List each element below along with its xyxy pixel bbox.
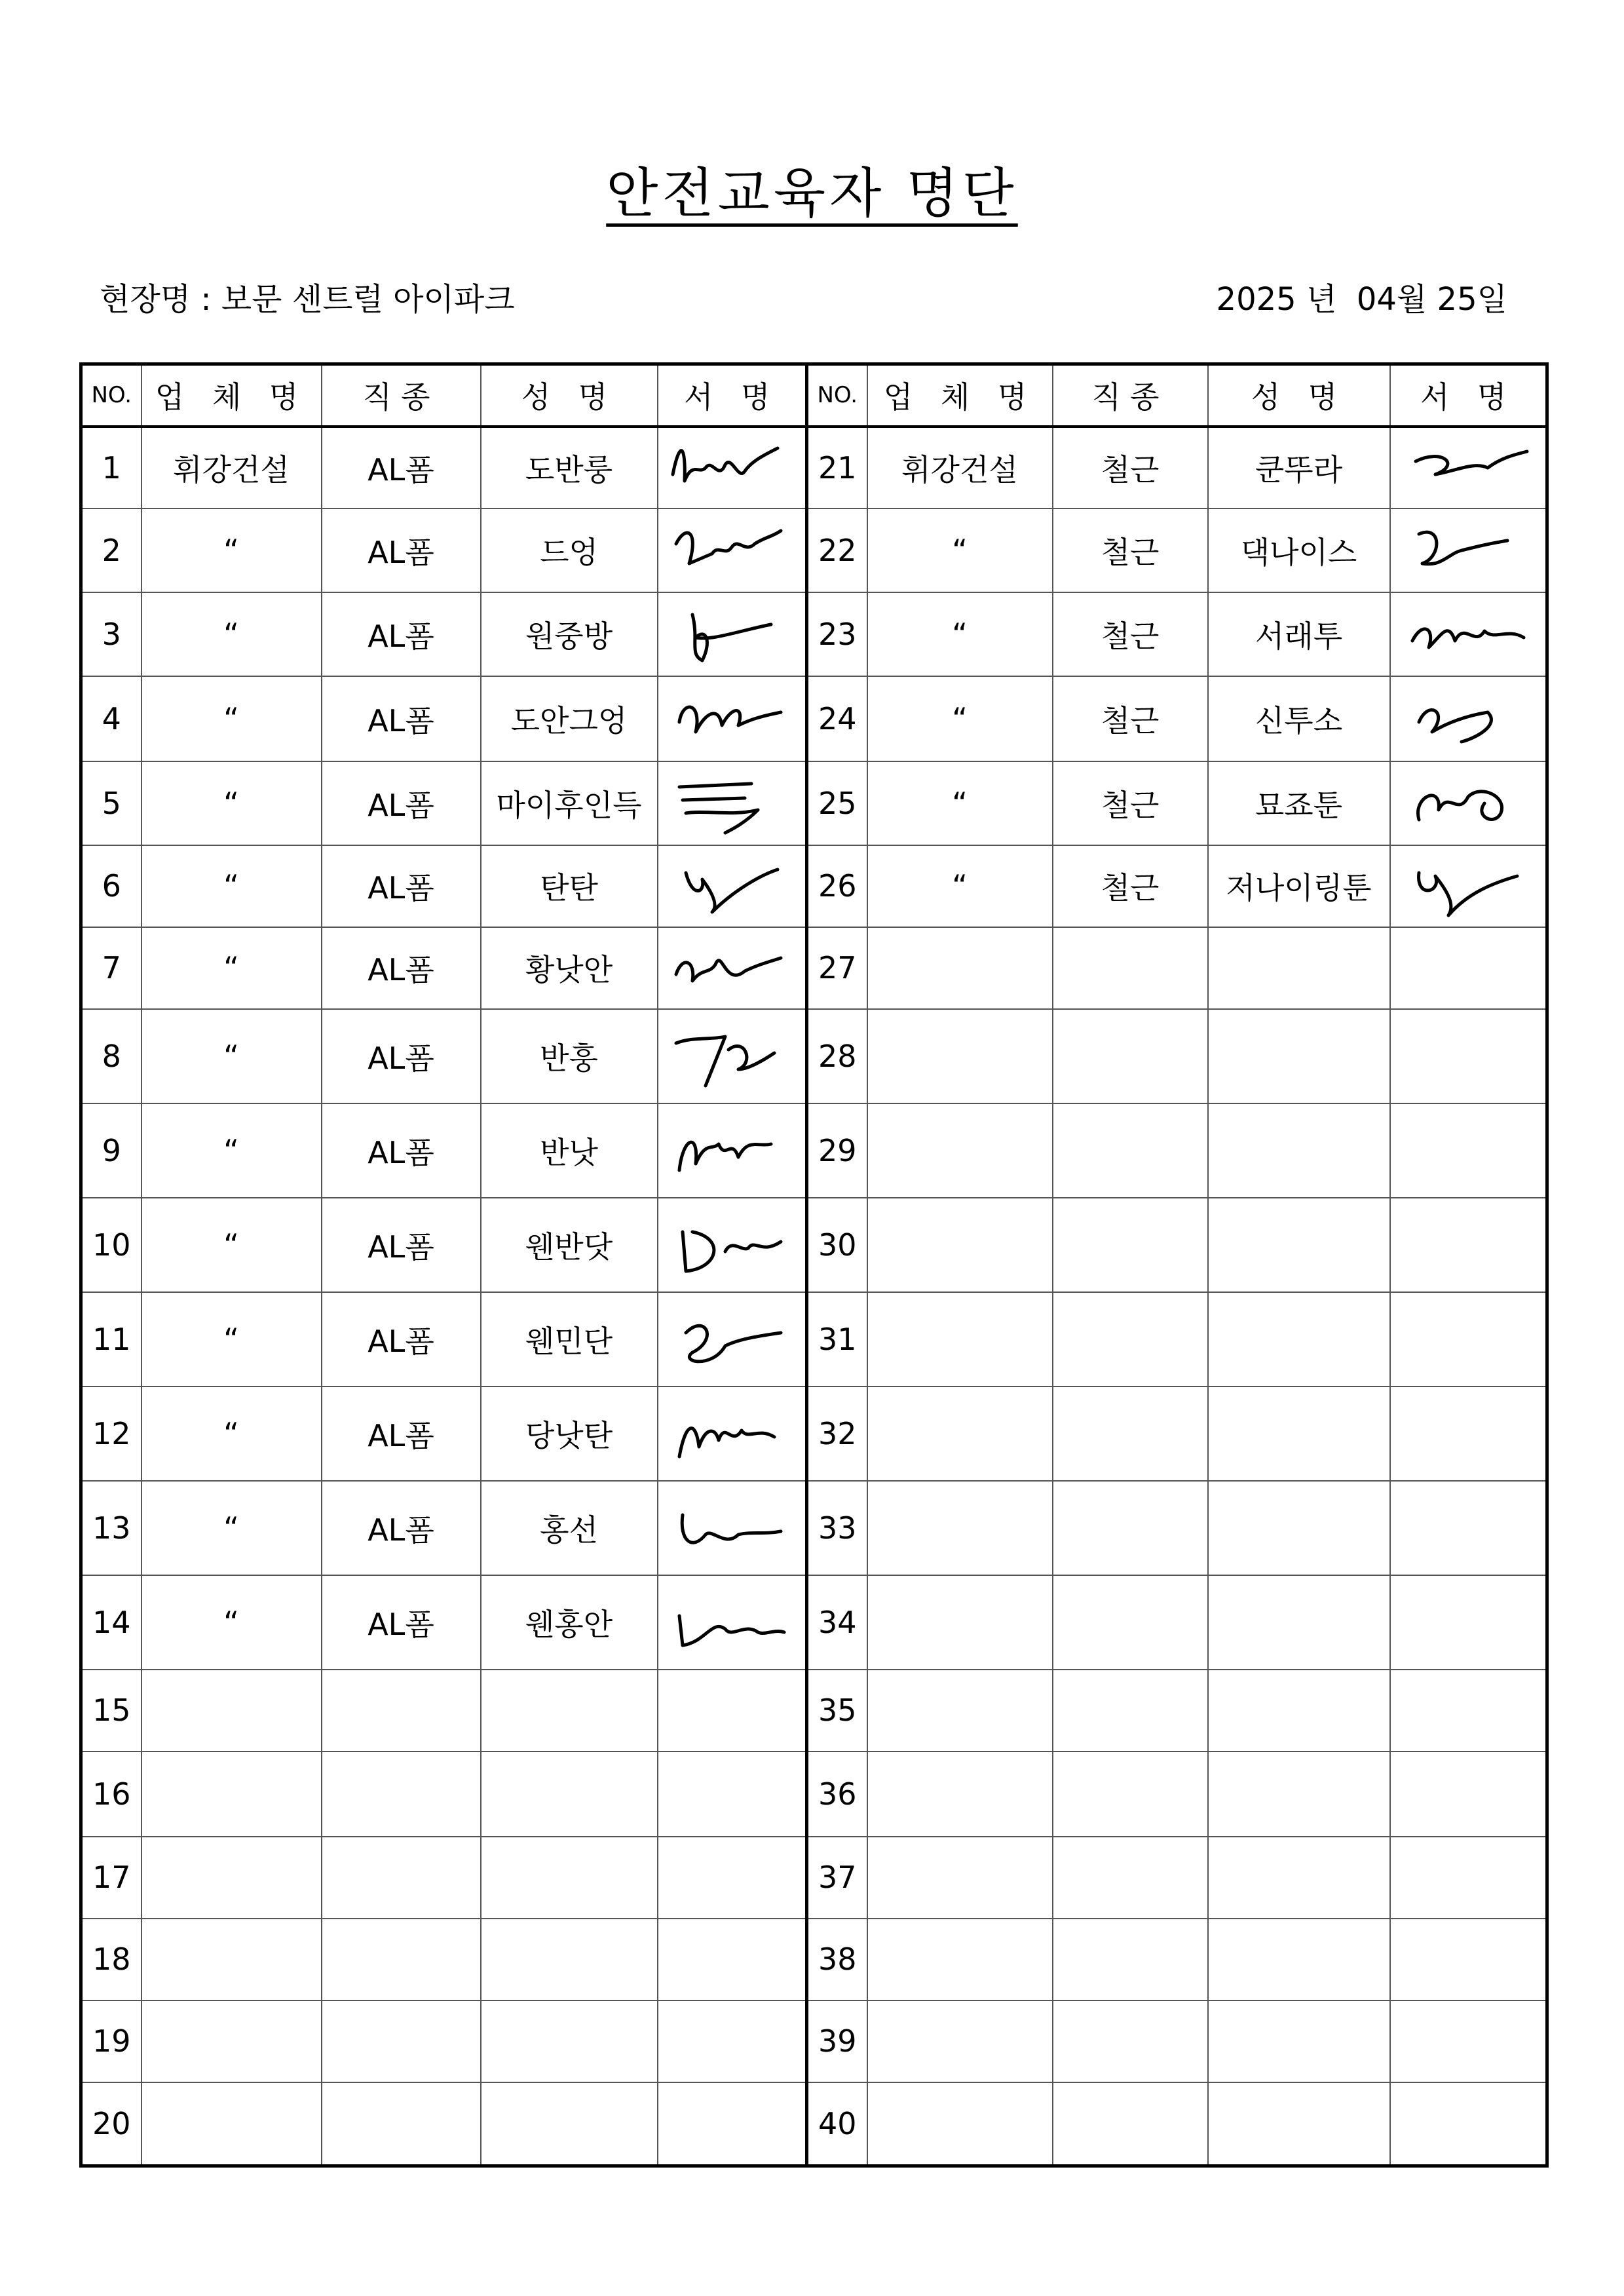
row-number: 9 xyxy=(81,1103,142,1198)
row-number: 8 xyxy=(81,1009,142,1103)
company-cell: “ xyxy=(142,761,322,845)
trade-cell xyxy=(1053,1292,1208,1387)
signature-cell xyxy=(658,427,807,508)
trade-cell xyxy=(1053,1575,1208,1670)
trade-cell: AL폼 xyxy=(322,1292,481,1387)
company-cell: “ xyxy=(142,927,322,1009)
row-number: 21 xyxy=(807,427,867,508)
row-number: 1 xyxy=(81,427,142,508)
row-number: 34 xyxy=(807,1575,867,1670)
signature-mark xyxy=(666,1118,797,1183)
worker-name-cell: 웬반닷 xyxy=(481,1198,658,1292)
trade-cell: AL폼 xyxy=(322,1481,481,1575)
table-row xyxy=(81,1575,1547,1670)
company-cell xyxy=(142,1919,322,2000)
signature-cell xyxy=(1390,1292,1547,1387)
signature-mark xyxy=(666,1024,797,1089)
worker-name-cell: 쿤뚜라 xyxy=(1208,427,1390,508)
signature-cell xyxy=(1390,1103,1547,1198)
trade-cell xyxy=(322,1919,481,2000)
trade-cell xyxy=(1053,1198,1208,1292)
document-date: 2025 년 04월 25일 xyxy=(1216,281,1507,318)
signature-mark xyxy=(666,602,797,667)
company-cell xyxy=(142,2082,322,2166)
signature-cell xyxy=(1390,592,1547,676)
table-row xyxy=(81,1481,1547,1575)
signature-cell xyxy=(658,1575,807,1670)
trade-cell: AL폼 xyxy=(322,1198,481,1292)
table-header-row xyxy=(81,364,1547,427)
signature-cell xyxy=(1390,1670,1547,1751)
company-cell: 휘강건설 xyxy=(142,427,322,508)
row-number: 17 xyxy=(81,1837,142,1919)
company-cell xyxy=(142,1751,322,1837)
row-number: 24 xyxy=(807,676,867,761)
trade-cell xyxy=(1053,2082,1208,2166)
worker-name-cell xyxy=(481,1837,658,1919)
worker-name-cell xyxy=(1208,1481,1390,1575)
trade-cell: 철근 xyxy=(1053,508,1208,592)
trade-cell xyxy=(322,1670,481,1751)
header-trade: 직종 xyxy=(322,364,481,427)
table-row xyxy=(81,2000,1547,2082)
worker-name-cell: 드엉 xyxy=(481,508,658,592)
table-row xyxy=(81,1837,1547,1919)
worker-name-cell xyxy=(1208,927,1390,1009)
company-cell: “ xyxy=(142,676,322,761)
table-row xyxy=(81,845,1547,927)
worker-name-cell: 반훙 xyxy=(481,1009,658,1103)
row-number: 4 xyxy=(81,676,142,761)
signature-cell xyxy=(658,1292,807,1387)
row-number: 6 xyxy=(81,845,142,927)
row-number: 11 xyxy=(81,1292,142,1387)
header-no: NO. xyxy=(807,364,867,427)
company-cell: “ xyxy=(142,1103,322,1198)
signature-mark xyxy=(666,853,797,919)
row-number: 3 xyxy=(81,592,142,676)
company-cell xyxy=(867,1837,1053,1919)
trade-cell xyxy=(322,2000,481,2082)
row-number: 39 xyxy=(807,2000,867,2082)
company-cell xyxy=(867,927,1053,1009)
header-name: 성 명 xyxy=(1208,364,1390,427)
worker-name-cell: 탄탄 xyxy=(481,845,658,927)
worker-name-cell: 댁나이스 xyxy=(1208,508,1390,592)
worker-name-cell: 웬민단 xyxy=(481,1292,658,1387)
row-number: 19 xyxy=(81,2000,142,2082)
signature-cell xyxy=(658,1481,807,1575)
worker-name-cell: 신투소 xyxy=(1208,676,1390,761)
trade-cell: 철근 xyxy=(1053,592,1208,676)
trade-cell xyxy=(1053,927,1208,1009)
header-company: 업 체 명 xyxy=(142,364,322,427)
signature-mark xyxy=(666,935,797,1001)
row-number: 20 xyxy=(81,2082,142,2166)
header-signature: 서 명 xyxy=(658,364,807,427)
row-number: 36 xyxy=(807,1751,867,1837)
row-number: 10 xyxy=(81,1198,142,1292)
row-number: 37 xyxy=(807,1837,867,1919)
signature-mark xyxy=(666,435,797,501)
company-cell: “ xyxy=(867,845,1053,927)
trade-cell xyxy=(1053,1751,1208,1837)
trade-cell: AL폼 xyxy=(322,676,481,761)
company-cell: “ xyxy=(142,1009,322,1103)
company-cell xyxy=(867,1575,1053,1670)
header-name: 성 명 xyxy=(481,364,658,427)
table-row xyxy=(81,592,1547,676)
trade-cell xyxy=(1053,1670,1208,1751)
signature-mark xyxy=(1403,518,1534,583)
row-number: 26 xyxy=(807,845,867,927)
signature-cell xyxy=(1390,676,1547,761)
company-cell: “ xyxy=(142,1198,322,1292)
signature-cell xyxy=(658,1198,807,1292)
table-row xyxy=(81,427,1547,508)
signature-cell xyxy=(1390,1198,1547,1292)
trade-cell: AL폼 xyxy=(322,1387,481,1481)
company-cell xyxy=(867,1670,1053,1751)
worker-name-cell xyxy=(481,1919,658,2000)
signature-cell xyxy=(658,1103,807,1198)
row-number: 22 xyxy=(807,508,867,592)
trade-cell: AL폼 xyxy=(322,1103,481,1198)
trade-cell: AL폼 xyxy=(322,761,481,845)
signature-cell xyxy=(658,592,807,676)
signature-cell xyxy=(658,1670,807,1751)
signature-cell xyxy=(658,927,807,1009)
signature-cell xyxy=(658,2000,807,2082)
worker-name-cell: 도반룽 xyxy=(481,427,658,508)
trade-cell: AL폼 xyxy=(322,1009,481,1103)
signature-cell xyxy=(658,1009,807,1103)
worker-name-cell xyxy=(481,1751,658,1837)
trade-cell: 철근 xyxy=(1053,427,1208,508)
worker-name-cell: 반낫 xyxy=(481,1103,658,1198)
signature-cell xyxy=(658,1919,807,2000)
row-number: 5 xyxy=(81,761,142,845)
row-number: 29 xyxy=(807,1103,867,1198)
trade-cell: AL폼 xyxy=(322,1575,481,1670)
signature-mark xyxy=(666,771,797,836)
worker-name-cell xyxy=(1208,1837,1390,1919)
signature-cell xyxy=(658,2082,807,2166)
signature-cell xyxy=(1390,508,1547,592)
table-row xyxy=(81,1670,1547,1751)
worker-name-cell xyxy=(1208,2082,1390,2166)
row-number: 18 xyxy=(81,1919,142,2000)
trade-cell xyxy=(322,1837,481,1919)
worker-name-cell xyxy=(1208,1751,1390,1837)
company-cell xyxy=(867,1387,1053,1481)
row-number: 30 xyxy=(807,1198,867,1292)
company-cell xyxy=(867,1103,1053,1198)
table-row xyxy=(81,1198,1547,1292)
trade-cell xyxy=(1053,1919,1208,2000)
signature-cell xyxy=(658,1751,807,1837)
header-company: 업 체 명 xyxy=(867,364,1053,427)
trade-cell: AL폼 xyxy=(322,927,481,1009)
worker-name-cell xyxy=(1208,1103,1390,1198)
trade-cell: 철근 xyxy=(1053,676,1208,761)
trade-cell: AL폼 xyxy=(322,427,481,508)
worker-name-cell: 서래투 xyxy=(1208,592,1390,676)
company-cell xyxy=(867,2082,1053,2166)
company-cell xyxy=(867,1751,1053,1837)
company-cell xyxy=(867,1198,1053,1292)
signature-mark xyxy=(1403,853,1534,919)
header-signature: 서 명 xyxy=(1390,364,1547,427)
worker-name-cell xyxy=(1208,1387,1390,1481)
company-cell xyxy=(142,1837,322,1919)
signature-mark xyxy=(1403,771,1534,836)
table-row xyxy=(81,1751,1547,1837)
row-number: 23 xyxy=(807,592,867,676)
signature-cell xyxy=(658,1387,807,1481)
trade-cell: AL폼 xyxy=(322,845,481,927)
company-cell xyxy=(142,2000,322,2082)
signature-cell xyxy=(1390,1009,1547,1103)
company-cell: “ xyxy=(142,1481,322,1575)
signature-mark xyxy=(666,1307,797,1372)
table-row xyxy=(81,761,1547,845)
signature-cell xyxy=(1390,2000,1547,2082)
trade-cell xyxy=(1053,1837,1208,1919)
worker-name-cell: 당낫탄 xyxy=(481,1387,658,1481)
row-number: 28 xyxy=(807,1009,867,1103)
signature-cell xyxy=(658,508,807,592)
worker-name-cell: 황낫안 xyxy=(481,927,658,1009)
signature-mark xyxy=(1403,602,1534,667)
row-number: 14 xyxy=(81,1575,142,1670)
worker-name-cell xyxy=(1208,2000,1390,2082)
table-row xyxy=(81,1387,1547,1481)
worker-name-cell: 저나이링툰 xyxy=(1208,845,1390,927)
row-number: 40 xyxy=(807,2082,867,2166)
company-cell: “ xyxy=(142,1575,322,1670)
row-number: 31 xyxy=(807,1292,867,1387)
signature-cell xyxy=(1390,2082,1547,2166)
company-cell xyxy=(867,1481,1053,1575)
trade-cell xyxy=(322,2082,481,2166)
signature-cell xyxy=(1390,1919,1547,2000)
table-row xyxy=(81,2082,1547,2166)
document-title: 안전교육자 명단 xyxy=(606,163,1018,225)
worker-name-cell xyxy=(1208,1009,1390,1103)
row-number: 16 xyxy=(81,1751,142,1837)
worker-name-cell: 마이후인득 xyxy=(481,761,658,845)
trade-cell: AL폼 xyxy=(322,592,481,676)
trade-cell xyxy=(1053,1481,1208,1575)
table-row xyxy=(81,508,1547,592)
signature-cell xyxy=(658,845,807,927)
trade-cell xyxy=(1053,1103,1208,1198)
worker-name-cell xyxy=(1208,1198,1390,1292)
table-row xyxy=(81,676,1547,761)
row-number: 35 xyxy=(807,1670,867,1751)
signature-cell xyxy=(1390,927,1547,1009)
signature-cell xyxy=(1390,761,1547,845)
company-cell xyxy=(142,1670,322,1751)
worker-name-cell: 원중방 xyxy=(481,592,658,676)
company-cell: “ xyxy=(867,676,1053,761)
signature-cell xyxy=(1390,1751,1547,1837)
site-name: 현장명 : 보문 센트럴 아이파크 xyxy=(100,281,515,318)
signature-mark xyxy=(1403,686,1534,752)
row-number: 27 xyxy=(807,927,867,1009)
company-cell xyxy=(867,1919,1053,2000)
company-cell: “ xyxy=(142,508,322,592)
worker-name-cell: 도안그엉 xyxy=(481,676,658,761)
row-number: 15 xyxy=(81,1670,142,1751)
signature-cell xyxy=(658,1837,807,1919)
table-row xyxy=(81,1103,1547,1198)
signature-mark xyxy=(666,686,797,752)
company-cell: “ xyxy=(142,845,322,927)
row-number: 25 xyxy=(807,761,867,845)
signature-mark xyxy=(666,518,797,583)
row-number: 12 xyxy=(81,1387,142,1481)
signature-cell xyxy=(1390,427,1547,508)
company-cell: “ xyxy=(867,508,1053,592)
trade-cell xyxy=(322,1751,481,1837)
trade-cell xyxy=(1053,1387,1208,1481)
signature-cell xyxy=(1390,1481,1547,1575)
signature-mark xyxy=(666,1401,797,1466)
row-number: 2 xyxy=(81,508,142,592)
worker-name-cell: 묘죠툰 xyxy=(1208,761,1390,845)
signature-cell xyxy=(1390,845,1547,927)
company-cell: “ xyxy=(867,761,1053,845)
row-number: 32 xyxy=(807,1387,867,1481)
row-number: 38 xyxy=(807,1919,867,2000)
worker-name-cell xyxy=(1208,1919,1390,2000)
table-row xyxy=(81,1292,1547,1387)
worker-name-cell xyxy=(1208,1575,1390,1670)
row-number: 13 xyxy=(81,1481,142,1575)
row-number: 7 xyxy=(81,927,142,1009)
company-cell: “ xyxy=(142,1387,322,1481)
worker-name-cell xyxy=(481,1670,658,1751)
signature-mark xyxy=(666,1590,797,1655)
trade-cell: AL폼 xyxy=(322,508,481,592)
trade-cell xyxy=(1053,1009,1208,1103)
signature-cell xyxy=(658,761,807,845)
row-number: 33 xyxy=(807,1481,867,1575)
signature-mark xyxy=(666,1212,797,1278)
signature-cell xyxy=(1390,1575,1547,1670)
document-title-wrap xyxy=(0,151,1624,227)
worker-name-cell xyxy=(1208,1670,1390,1751)
trade-cell: 철근 xyxy=(1053,761,1208,845)
company-cell: “ xyxy=(142,1292,322,1387)
signature-mark xyxy=(666,1495,797,1561)
company-cell xyxy=(867,1009,1053,1103)
table-row xyxy=(81,927,1547,1009)
worker-name-cell xyxy=(1208,1292,1390,1387)
signature-cell xyxy=(1390,1837,1547,1919)
table-row xyxy=(81,1009,1547,1103)
table-row xyxy=(81,1919,1547,2000)
signature-cell xyxy=(1390,1387,1547,1481)
company-cell: “ xyxy=(142,592,322,676)
header-trade: 직종 xyxy=(1053,364,1208,427)
header-no: NO. xyxy=(81,364,142,427)
worker-name-cell xyxy=(481,2082,658,2166)
company-cell: “ xyxy=(867,592,1053,676)
trade-cell xyxy=(1053,2000,1208,2082)
worker-name-cell xyxy=(481,2000,658,2082)
signature-mark xyxy=(1403,435,1534,501)
trade-cell: 철근 xyxy=(1053,845,1208,927)
company-cell xyxy=(867,1292,1053,1387)
signature-cell xyxy=(658,676,807,761)
company-cell xyxy=(867,2000,1053,2082)
attendance-table xyxy=(79,362,1549,2168)
worker-name-cell: 홍선 xyxy=(481,1481,658,1575)
worker-name-cell: 웬홍안 xyxy=(481,1575,658,1670)
company-cell: 휘강건설 xyxy=(867,427,1053,508)
